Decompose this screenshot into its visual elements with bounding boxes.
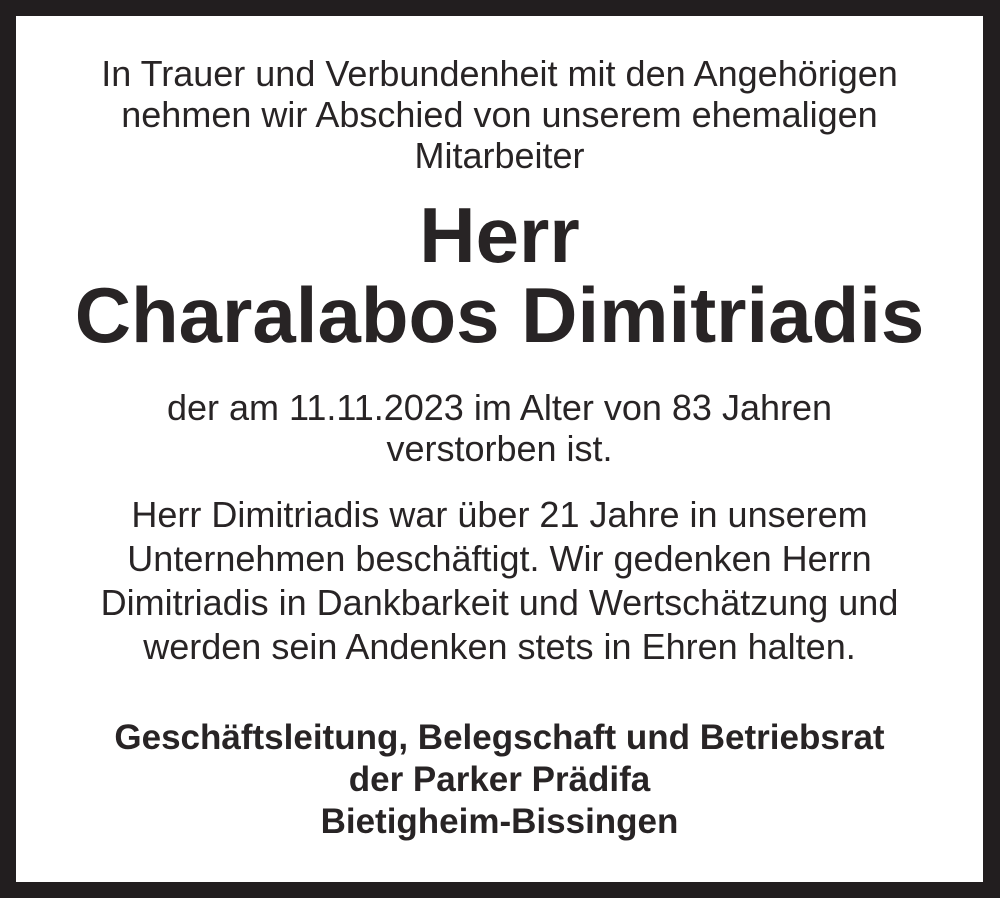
- signature-line: Bietigheim-Bissingen: [320, 802, 679, 841]
- death-info-paragraph: [16, 387, 983, 469]
- intro-line: Mitarbeiter: [414, 135, 585, 176]
- tribute-paragraph: [16, 493, 983, 669]
- deceased-name-line: Charalabos Dimitriadis: [74, 271, 925, 359]
- notice-panel: [16, 16, 983, 882]
- signature-paragraph: [16, 717, 983, 843]
- salutation-line: Herr: [419, 191, 580, 279]
- death-info-line: verstorben ist.: [386, 428, 613, 469]
- tribute-line: Unternehmen beschäftigt. Wir gedenken Herrn: [127, 538, 872, 579]
- deceased-name-heading: [16, 191, 983, 359]
- tribute-line: Herr Dimitriadis war über 21 Jahre in unserem: [131, 494, 868, 535]
- death-info-line: der am 11.11.2023 im Alter von 83 Jahren: [166, 387, 833, 428]
- signature-line: Geschäftsleitung, Belegschaft und Betriebsrat: [114, 718, 885, 757]
- intro-line: nehmen wir Abschied von unserem ehemaligen: [121, 94, 878, 135]
- notice-content: [16, 16, 983, 882]
- intro-paragraph: [16, 16, 983, 176]
- intro-line: In Trauer und Verbundenheit mit den Angehörigen: [101, 53, 898, 94]
- tribute-line: Dimitriadis in Dankbarkeit und Wertschätzung und: [100, 582, 899, 623]
- tribute-line: werden sein Andenken stets in Ehren halten.: [143, 626, 856, 667]
- signature-line: der Parker Prädifa: [348, 760, 651, 799]
